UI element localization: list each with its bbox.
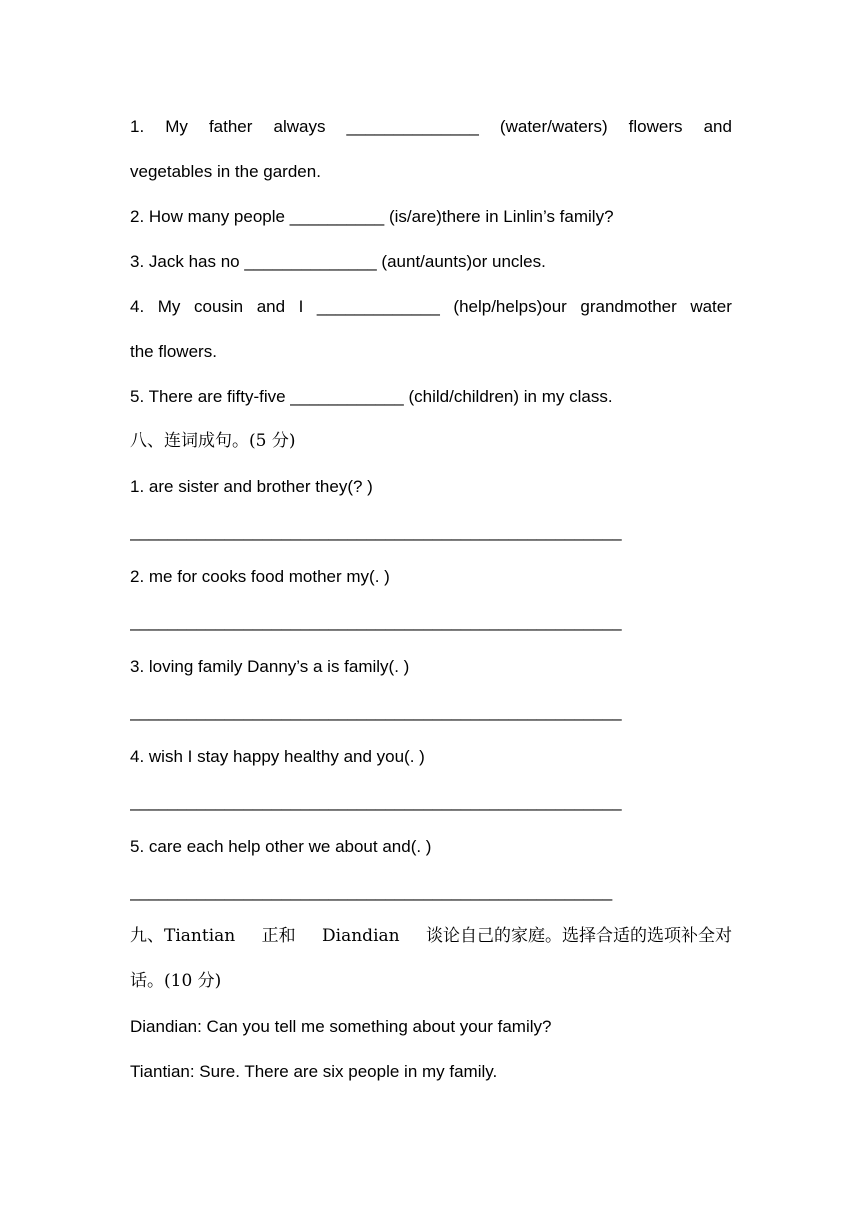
heading-word: 正和 — [261, 926, 296, 946]
worksheet-page — [130, 104, 732, 1094]
question-7-5: 5. There are fifty-five ____________ (child/children) in my class. — [130, 387, 613, 406]
answer-line-8-3: ____________________________________________________ — [130, 702, 622, 721]
q4-word: grandmother — [580, 297, 677, 316]
q4-word: water — [690, 297, 732, 316]
question-8-5: 5. care each help other we about and(. ) — [130, 837, 432, 856]
q1-blank: ______________ — [346, 117, 479, 136]
q1-word: father — [208, 117, 253, 136]
heading-word: 谈论自己的家庭。选择合适的选项补全对 — [426, 926, 732, 946]
answer-line-8-5: ___________________________________________________ — [130, 882, 613, 901]
section-9-heading — [130, 914, 732, 959]
q4-word: and — [256, 297, 286, 316]
dialog-line-2: Tiantian: Sure. There are six people in my family. — [130, 1062, 498, 1081]
q4-word: cousin — [193, 297, 244, 316]
question-8-4: 4. wish I stay happy healthy and you(. ) — [130, 747, 425, 766]
q4-word: (help/helps)our — [453, 297, 567, 316]
q4-blank: _____________ — [316, 297, 440, 316]
question-8-3: 3. loving family Danny’s a is family(. ) — [130, 657, 410, 676]
q1-word: (water/waters) — [499, 117, 608, 136]
section-9-heading-continued: 话。(10 分) — [130, 971, 222, 991]
dialog-line-1: Diandian: Can you tell me something about your family? — [130, 1017, 552, 1036]
question-8-1: 1. are sister and brother they(? ) — [130, 477, 373, 496]
question-8-2: 2. me for cooks food mother my(. ) — [130, 567, 390, 586]
q1-word: flowers — [628, 117, 683, 136]
question-7-2: 2. How many people __________ (is/are)there in Linlin’s family? — [130, 207, 614, 226]
heading-word: 九、Tiantian — [130, 926, 236, 946]
q1-word: 1. — [130, 117, 145, 136]
question-7-4 — [130, 284, 732, 329]
answer-line-8-1: ____________________________________________________ — [130, 522, 622, 541]
q1-word: and — [703, 117, 732, 136]
q4-word: 4. — [130, 297, 145, 316]
section-8-heading: 八、连词成句。(5 分) — [130, 431, 296, 451]
answer-line-8-2: ____________________________________________________ — [130, 612, 622, 631]
question-7-3: 3. Jack has no ______________ (aunt/aunts)or uncles. — [130, 252, 546, 271]
q1-word: always — [273, 117, 326, 136]
q1-word: My — [165, 117, 188, 136]
answer-line-8-4: ____________________________________________________ — [130, 792, 622, 811]
question-7-1 — [130, 104, 732, 149]
q4-word: I — [298, 297, 304, 316]
question-7-4-continued: the flowers. — [130, 342, 217, 361]
heading-word: Diandian — [322, 926, 400, 946]
question-7-1-continued: vegetables in the garden. — [130, 162, 321, 181]
q4-word: My — [157, 297, 181, 316]
